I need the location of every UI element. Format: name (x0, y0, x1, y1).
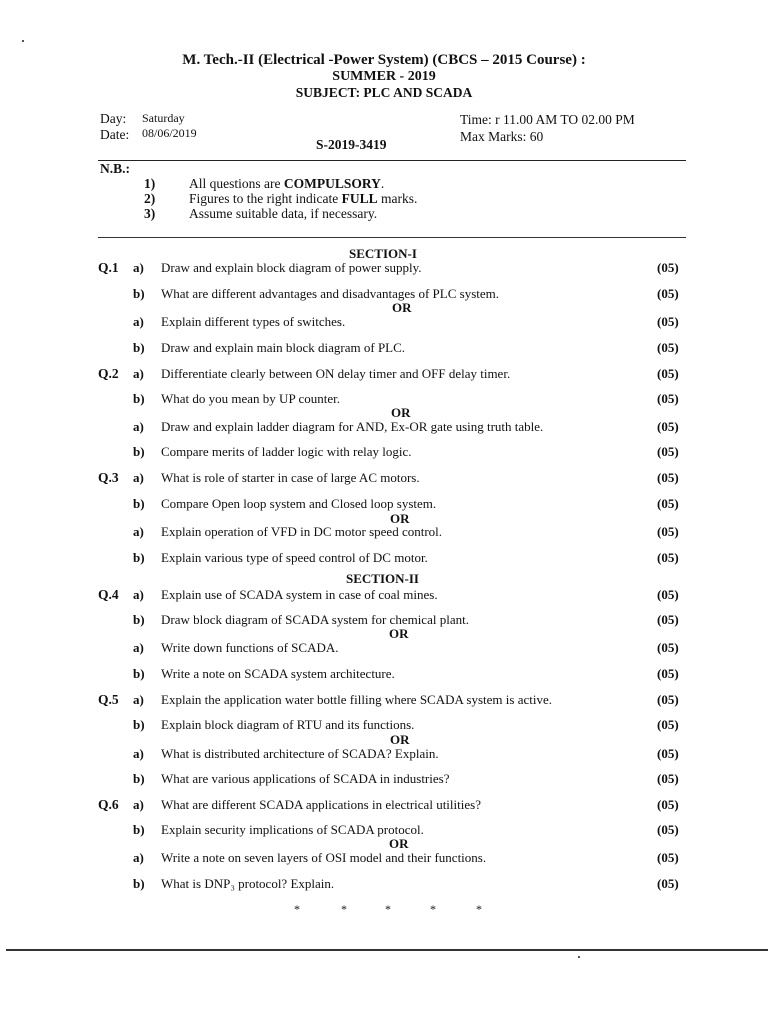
question-marks: (05) (657, 419, 679, 434)
question-text: Draw and explain block diagram of power supply. (161, 260, 422, 275)
instruction-pre: Assume suitable data, if necessary. (189, 206, 378, 221)
question-marks: (05) (657, 340, 679, 355)
question-text: Explain security implications of SCADA protocol. (161, 822, 424, 837)
or-separator: OR (389, 626, 409, 641)
question-part: b) (133, 496, 145, 511)
question-text: Draw and explain ladder diagram for AND, Ex-OR gate using truth table. (161, 419, 544, 434)
question-part: a) (133, 524, 144, 539)
question-text: Differentiate clearly between ON delay timer and OFF delay timer. (161, 366, 511, 381)
question-marks: (05) (657, 366, 679, 381)
question-marks: (05) (657, 524, 679, 539)
question-part: a) (133, 797, 144, 812)
question-part: b) (133, 550, 145, 565)
question-part: b) (133, 286, 145, 301)
question-marks: (05) (657, 850, 679, 865)
question-part: a) (133, 692, 144, 707)
question-text: Draw block diagram of SCADA system for chemical plant. (161, 612, 469, 627)
exam-time: Time: r 11.00 AM TO 02.00 PM (460, 112, 635, 127)
instruction-number: 3) (144, 206, 156, 221)
question-marks: (05) (657, 640, 679, 655)
question-text: Explain use of SCADA system in case of coal mines. (161, 587, 438, 602)
exam-session: SUMMER - 2019 (332, 69, 436, 84)
or-separator: OR (389, 836, 409, 851)
question-number: Q.6 (98, 797, 119, 812)
instruction-text (189, 191, 417, 207)
day-label: Day: (100, 111, 127, 126)
instruction-text (189, 206, 377, 222)
day-value: Saturday (142, 111, 185, 125)
question-marks: (05) (657, 797, 679, 812)
question-marks: (05) (657, 260, 679, 275)
end-star: * (294, 902, 300, 916)
question-part: b) (133, 340, 145, 355)
instruction-pre: All questions are (189, 176, 284, 191)
question-number: Q.3 (98, 470, 119, 485)
question-text: What do you mean by UP counter. (161, 391, 340, 406)
instruction-number: 2) (144, 191, 156, 206)
question-part: a) (133, 640, 144, 655)
question-text: What is DNP₃ protocol? Explain. (161, 876, 335, 891)
end-star: * (341, 902, 347, 916)
question-part: a) (133, 850, 144, 865)
question-part: a) (133, 746, 144, 761)
question-text: Explain the application water bottle filling where SCADA system is active. (161, 692, 552, 707)
question-marks: (05) (657, 771, 679, 786)
question-part: b) (133, 822, 145, 837)
question-part: a) (133, 366, 144, 381)
instruction-post: . (380, 176, 385, 191)
instruction-pre: Figures to the right indicate (189, 191, 342, 206)
scan-speck (22, 40, 24, 42)
or-separator: OR (390, 511, 410, 526)
instruction-text (189, 176, 384, 192)
paper-code: S-2019-3419 (316, 137, 387, 152)
question-marks: (05) (657, 746, 679, 761)
exam-subject: SUBJECT: PLC AND SCADA (295, 85, 473, 100)
question-part: b) (133, 876, 145, 891)
instruction-post: marks. (377, 191, 418, 206)
scan-speck (578, 956, 580, 958)
question-part: a) (133, 314, 144, 329)
question-text: Draw and explain main block diagram of PLC. (161, 340, 406, 355)
question-text: Explain various type of speed control of DC motor. (161, 550, 428, 565)
question-part: a) (133, 260, 144, 275)
or-separator: OR (390, 732, 410, 747)
or-separator: OR (392, 300, 412, 315)
question-text: Compare Open loop system and Closed loop system. (161, 496, 437, 511)
instruction-bold: COMPULSORY (283, 176, 381, 191)
question-text: Explain block diagram of RTU and its functions. (161, 717, 415, 732)
section-one-heading: SECTION-I (349, 246, 417, 261)
question-text: Explain operation of VFD in DC motor speed control. (161, 524, 443, 539)
question-marks: (05) (657, 717, 679, 732)
nb-label: N.B.: (100, 161, 130, 176)
question-marks: (05) (657, 391, 679, 406)
question-part: b) (133, 771, 145, 786)
question-part: a) (133, 419, 144, 434)
divider-instructions (98, 237, 686, 238)
end-star: * (385, 902, 391, 916)
date-value: 08/06/2019 (142, 126, 197, 140)
question-marks: (05) (657, 822, 679, 837)
question-marks: (05) (657, 587, 679, 602)
question-text: Write down functions of SCADA. (161, 640, 339, 655)
instruction-bold: FULL (341, 191, 378, 206)
question-marks: (05) (657, 876, 679, 891)
date-label: Date: (100, 127, 130, 142)
end-star: * (430, 902, 436, 916)
question-part: b) (133, 444, 145, 459)
question-part: a) (133, 587, 144, 602)
question-part: b) (133, 391, 145, 406)
divider-top (98, 160, 686, 161)
question-marks: (05) (657, 666, 679, 681)
question-number: Q.1 (98, 260, 119, 275)
max-marks: Max Marks: 60 (460, 129, 544, 144)
question-marks: (05) (657, 496, 679, 511)
question-marks: (05) (657, 692, 679, 707)
question-part: b) (133, 612, 145, 627)
question-part: a) (133, 470, 144, 485)
page-bottom-rule (6, 949, 768, 951)
question-number: Q.4 (98, 587, 119, 602)
question-marks: (05) (657, 314, 679, 329)
question-marks: (05) (657, 444, 679, 459)
question-text: Compare merits of ladder logic with relay logic. (161, 444, 412, 459)
question-text: What is distributed architecture of SCADA? Explain. (161, 746, 439, 761)
question-marks: (05) (657, 612, 679, 627)
section-two-heading: SECTION-II (346, 571, 419, 586)
question-marks: (05) (657, 470, 679, 485)
question-part: b) (133, 666, 145, 681)
question-number: Q.5 (98, 692, 119, 707)
instruction-number: 1) (144, 176, 156, 191)
end-star: * (476, 902, 482, 916)
question-text: What are different SCADA applications in electrical utilities? (161, 797, 481, 812)
question-part: b) (133, 717, 145, 732)
question-text: What are various applications of SCADA in industries? (161, 771, 450, 786)
question-text: What are different advantages and disadvantages of PLC system. (161, 286, 500, 301)
question-text: Write a note on SCADA system architecture. (161, 666, 395, 681)
question-text: Write a note on seven layers of OSI model and their functions. (161, 850, 487, 865)
question-text: What is role of starter in case of large AC motors. (161, 470, 420, 485)
question-number: Q.2 (98, 366, 119, 381)
question-text: Explain different types of switches. (161, 314, 346, 329)
or-separator: OR (391, 405, 411, 420)
exam-title: M. Tech.-II (Electrical -Power System) (CBCS – 2015 Course) : (182, 52, 586, 68)
question-marks: (05) (657, 550, 679, 565)
question-marks: (05) (657, 286, 679, 301)
